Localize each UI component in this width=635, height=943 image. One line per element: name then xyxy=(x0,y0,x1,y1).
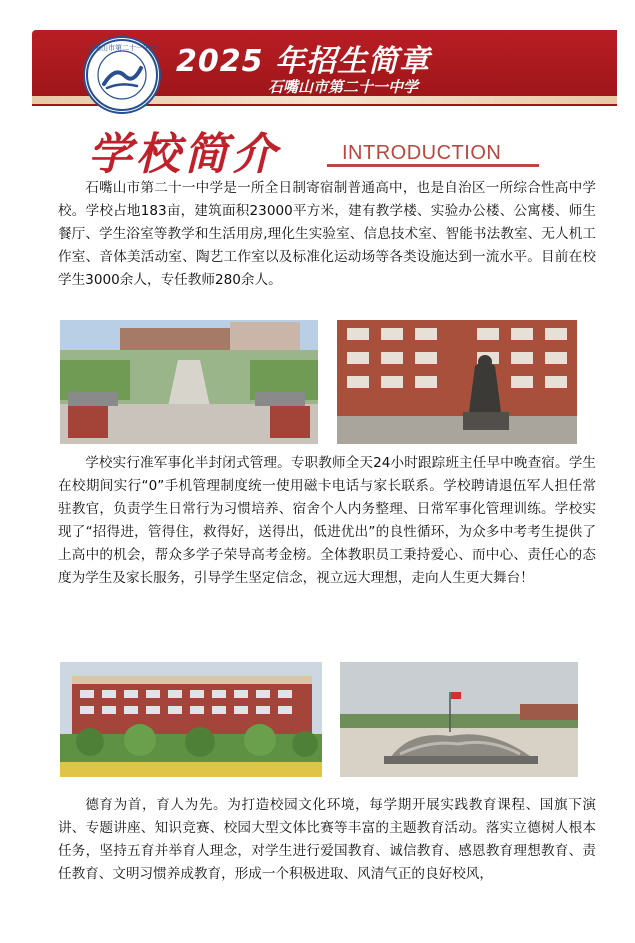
stone-sculpture-photo xyxy=(340,662,578,777)
school-name: 石嘴山市第二十一中学 xyxy=(268,78,419,96)
school-logo-icon xyxy=(83,36,161,114)
logo-ring-text: 石嘴山市第二十一中学 xyxy=(87,44,157,52)
intro-paragraph: 石嘴山市第二十一中学是一所全日制寄宿制普通高中，也是自治区一所综合性高中学校。学校占地183亩，建筑面积23000平方米，建有教学楼、实验办公楼、公寓楼、师生餐厅、学生浴室等教学和生活用房,理化生实验室、信息技术室、智能书法教室、无人机工作室、音体美活动室、陶艺工作室以及标准化运动场等各类设施达到一流水平。目前在校学生3000余人，专任教师280余人。 xyxy=(58,180,596,288)
section-title: 学校简介 xyxy=(88,129,280,180)
confucius-statue-photo xyxy=(337,320,577,444)
moral-education-paragraph: 德育为首，育人为先。为打造校园文化环境，每学期开展实践教育课程、国旗下演讲、专题讲座、知识竞赛、校园大型文体比赛等丰富的主题教育活动。落实立德树人根本任务，坚持五育并举育人理念，对学生进行爱国教育、诚信教育、感恩教育理想教育、责任教育、文明习惯养成教育，形成一个积极进取、风清气正的良好校风， xyxy=(58,797,596,882)
teaching-building-photo xyxy=(60,662,322,777)
page-title: 2025 年招生简章 xyxy=(176,44,430,79)
management-paragraph: 学校实行准军事化半封闭式管理。专职教师全天24小时跟踪班主任早中晚查宿。学生在校期间实行“0”手机管理制度统一使用磁卡电话与家长联系。学校聘请退伍军人担任常驻教官，负责学生日常行为习惯培养、宿舍个人内务整理、日常军事化管理训练。学校实现了“招得进，管得住，救得好，送得出，低进优出”的良性循环，为众多中考考生提供了上高中的机会，帮众多学子荣导高考金榜。全体教职员工秉持爱心、而中心、责任心的态度为学生及家长服务，引导学生坚定信念，视立远大理想，走向人生更大舞台！ xyxy=(58,455,596,586)
campus-gate-photo xyxy=(60,320,318,444)
section-title-underline xyxy=(327,164,539,167)
section-title-en: INTRODUCTION xyxy=(342,142,502,164)
